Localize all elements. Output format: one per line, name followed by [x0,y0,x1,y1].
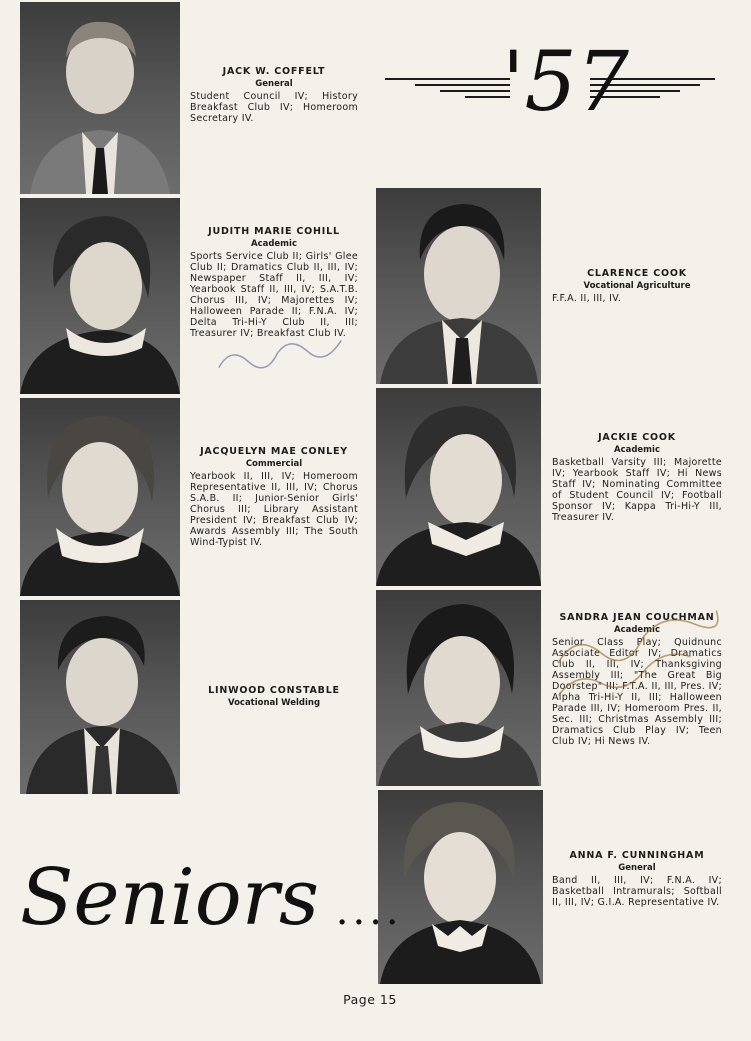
student-name: CLARENCE COOK [587,268,687,279]
student-activities: Basketball Varsity III; Majorette IV; Yearbook Staff IV; Hi News Staff IV; Nominating Committee of Student Council IV; Football Sponsor IV; Kappa Tri-Hi-Y III, Treasurer IV. [552,457,722,523]
student-activities: Sports Service Club II; Girls' Glee Club II; Dramatics Club II, III, IV; Newspaper Staff II, III, IV; Yearbook Staff II, III, IV; S.A.T.B. Chorus III, IV; Majorettes IV; Halloween Parade II; F.N.A. IV; Delta Tri-Hi-Y Club II, III; Treasurer IV; Breakfast Club IV. [190,251,358,339]
student-name: LINWOOD CONSTABLE [208,685,340,696]
student-entry-cohill [190,226,358,339]
portrait-photo-constable [20,600,180,794]
portrait-photo-female-icon [376,388,541,586]
portrait-photo-cunningham [378,790,543,984]
student-course: Academic [250,239,297,249]
portrait-photo-female-icon [378,790,543,984]
portrait-photo-female-icon [20,398,180,596]
student-name: SANDRA JEAN COUCHMAN [559,612,715,623]
portrait-photo-female-icon [376,590,541,786]
student-entry-coffelt [190,66,358,124]
portrait-photo-male-icon [20,2,180,194]
student-course: Commercial [245,459,303,469]
class-year: '57 [502,35,629,130]
portrait-photo-female-icon [20,198,180,394]
heading-text: Seniors [20,853,320,943]
portrait-photo-coffelt [20,2,180,194]
student-entry-constable [190,685,358,710]
seniors-heading: Seniors .... [20,853,403,943]
student-entry-conley [190,446,358,548]
portrait-photo-male-icon [376,188,541,384]
portrait-photo-jackie-cook [376,388,541,586]
student-activities: Senior Class Play; Quidnunc Associate Editor IV; Dramatics Club II, III, IV; Thanksgiving Assembly III; "The Great Big Doorstep" III; F.T.A. II, III, Pres. IV; Alpha Tri-Hi-Y II, III; Halloween Parade III, IV; Homeroom Pres. II, Sec. III; Christmas Assembly III; Dramatics Club Play IV; Teen Club IV; Hi News IV. [552,637,722,747]
student-activities: Student Council IV; History Breakfast Club IV; Homeroom Secretary IV. [190,91,358,124]
student-course: Academic [613,625,660,635]
student-course: Vocational Welding [227,698,321,708]
student-name: JACK W. COFFELT [222,66,326,77]
portrait-photo-cohill [20,198,180,394]
page-number: Page 15 [343,992,397,1007]
student-name: ANNA F. CUNNINGHAM [569,850,705,861]
portrait-photo-conley [20,398,180,596]
student-activities: F.F.A. II, III, IV. [552,293,622,304]
student-activities: Yearbook II, III, IV; Homeroom Representative II, III, IV; Chorus S.A.B. II; Junior-Senior Girls' Chorus III; Library Assistant President IV; Breakfast Club IV; Awards Assembly III; The South Wind-Typist IV. [190,471,358,548]
student-entry-jackie-cook [552,432,722,523]
student-activities: Band II, III, IV; F.N.A. IV; Basketball Intramurals; Softball II, III, IV; G.I.A. Representative IV. [552,875,722,908]
student-course: General [255,79,293,89]
student-name: JACQUELYN MAE CONLEY [200,446,348,457]
student-entry-clarence-cook [552,268,722,304]
student-name: JUDITH MARIE COHILL [208,226,340,237]
portrait-photo-clarence-cook [376,188,541,384]
student-entry-cunningham [552,850,722,908]
student-course: General [618,863,656,873]
student-course: Vocational Agriculture [583,281,691,291]
student-course: Academic [613,445,660,455]
portrait-photo-male-icon [20,600,180,794]
portrait-photo-couchman [376,590,541,786]
student-name: JACKIE COOK [598,432,676,443]
